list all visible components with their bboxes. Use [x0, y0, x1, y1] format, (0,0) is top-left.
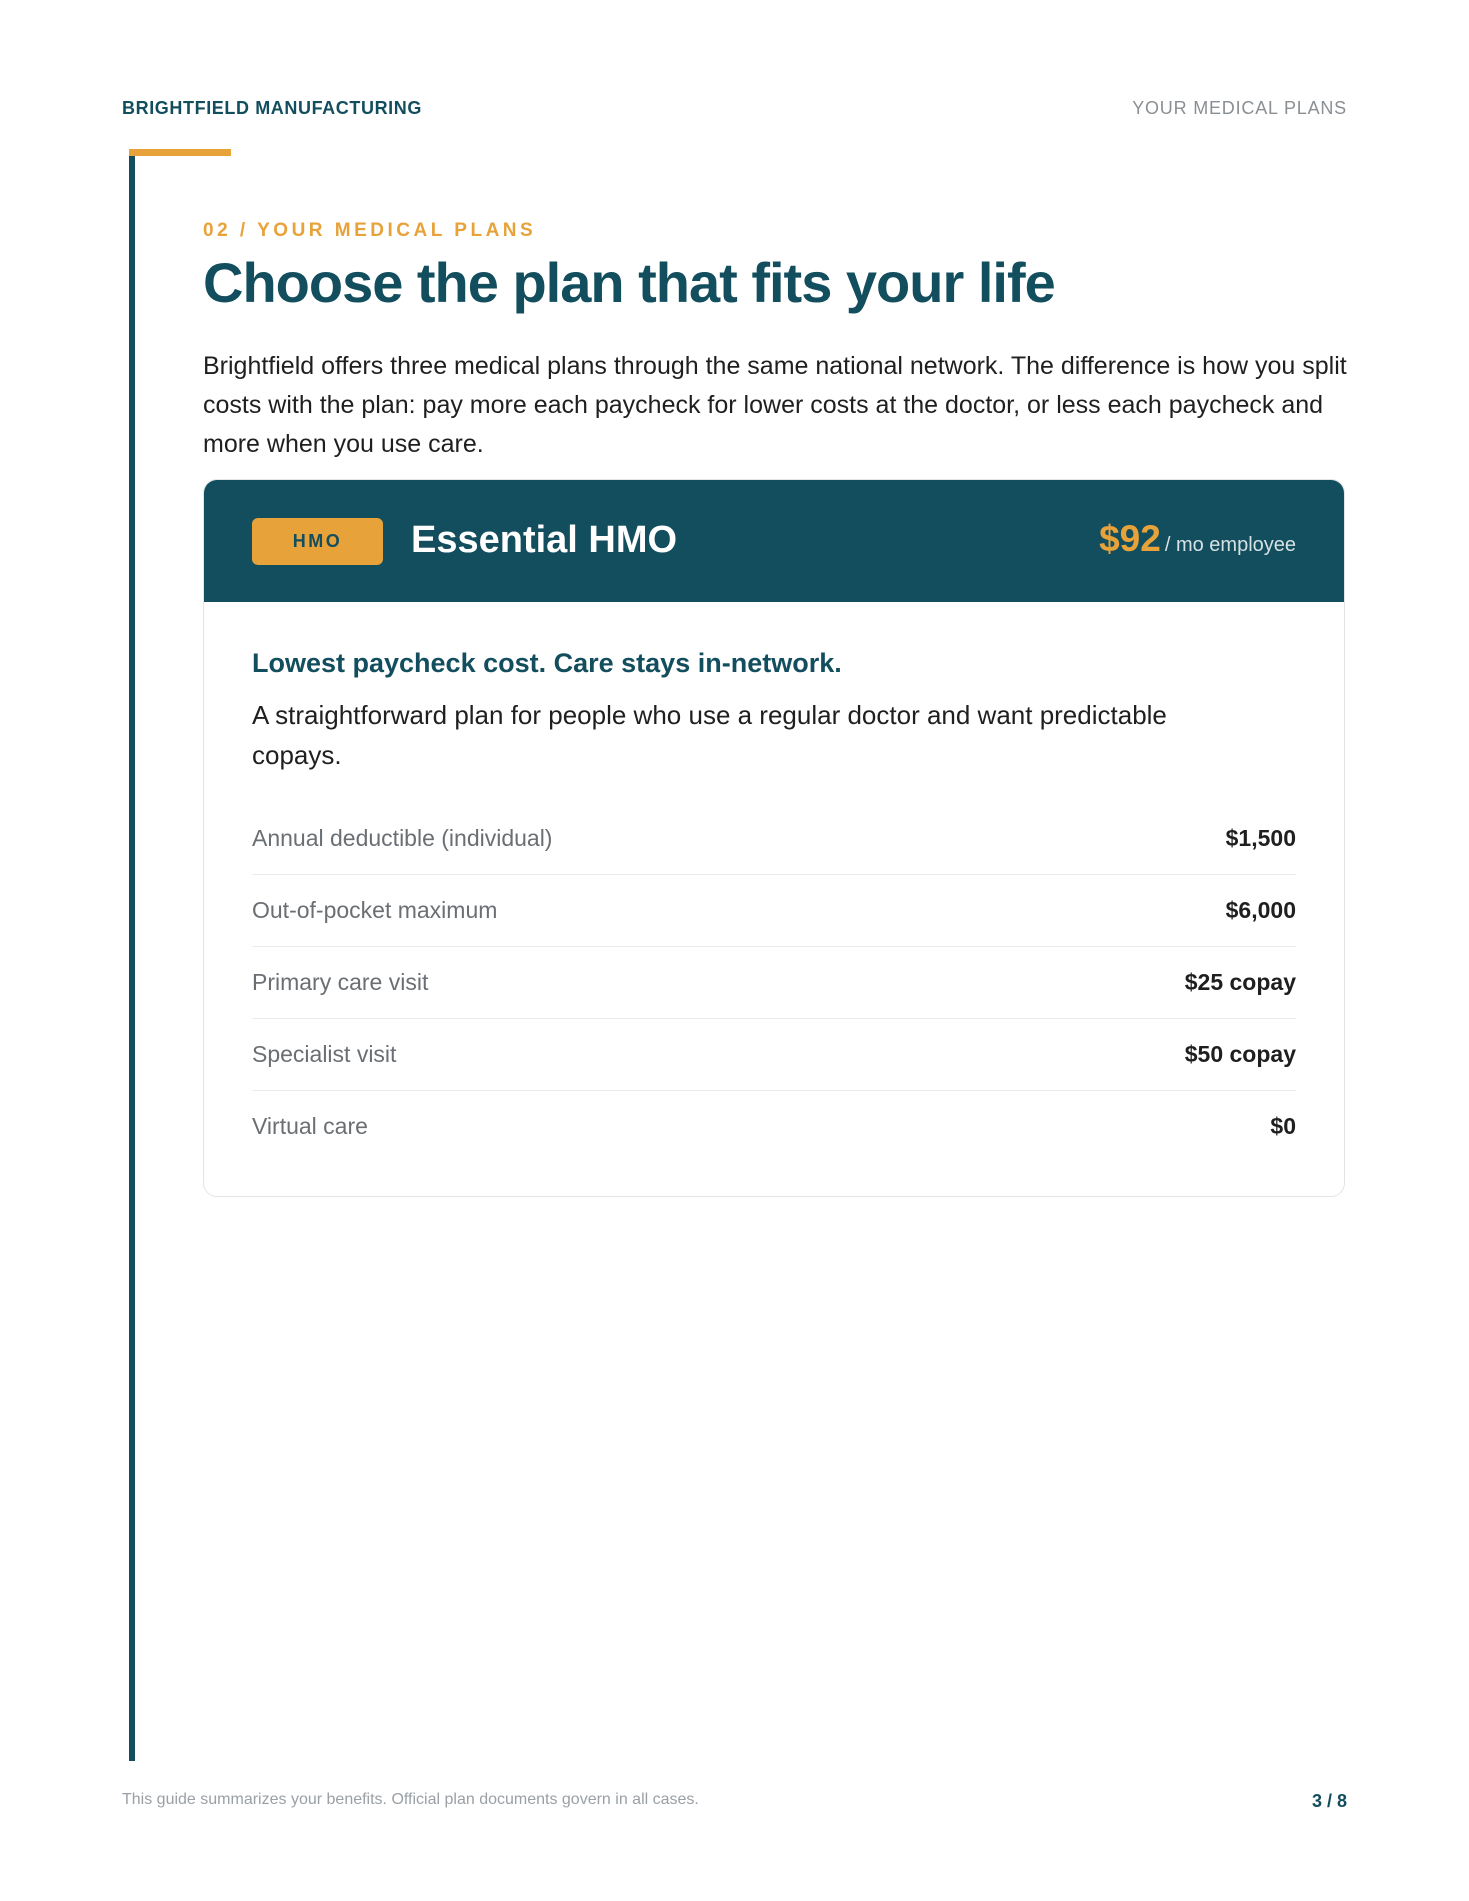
section-intro: [203, 220, 1345, 464]
page-title: Choose the plan that fits your life: [203, 251, 1055, 314]
page-number: 3 / 8: [1311, 1791, 1347, 1811]
plan-name: Essential HMO: [411, 519, 678, 561]
cost-row-specialist: [252, 1019, 1296, 1091]
intro-paragraph: Brightfield offers three medical plans through the same national network. The difference is how you split costs with the plan: pay more each paycheck for lower costs at the doctor, or less each paycheck and more when you use care.: [203, 351, 1347, 458]
cost-row-oop-max: [252, 875, 1296, 947]
cost-row-value: $50 copay: [1184, 1041, 1296, 1067]
cost-row-label: Primary care visit: [252, 969, 429, 995]
running-header-section: YOUR MEDICAL PLANS: [1132, 98, 1347, 118]
cost-row-value: $1,500: [1225, 825, 1296, 851]
cost-row-label: Specialist visit: [252, 1041, 397, 1067]
plan-card-header: [204, 480, 1344, 602]
cost-row-label: Out-of-pocket maximum: [252, 897, 498, 923]
plan-price: [1099, 518, 1296, 560]
plan-price-unit: / mo employee: [1164, 534, 1296, 556]
plan-card: [203, 479, 1345, 1197]
cost-row-value: $0: [1270, 1113, 1296, 1139]
rail-accent-bar: [129, 149, 231, 156]
cost-row-value: $6,000: [1225, 897, 1296, 923]
cost-row-label: Annual deductible (individual): [252, 825, 553, 851]
plan-price-amount: $92: [1099, 518, 1161, 559]
plan-type-badge: HMO: [252, 518, 383, 565]
cost-row-label: Virtual care: [252, 1113, 368, 1139]
footer-disclaimer: This guide summarizes your benefits. Official plan documents govern in all cases.: [122, 1791, 699, 1808]
section-eyebrow: 02 / YOUR MEDICAL PLANS: [203, 220, 537, 241]
cost-row-primary-care: [252, 947, 1296, 1019]
company-name: BRIGHTFIELD MANUFACTURING: [122, 98, 422, 118]
plan-tagline: Lowest paycheck cost. Care stays in-network.: [252, 648, 842, 678]
cost-row-value: $25 copay: [1184, 969, 1296, 995]
left-rail-divider: [129, 151, 135, 1761]
plan-card-body: [204, 602, 1344, 1162]
cost-row-virtual-care: [252, 1091, 1296, 1162]
cost-row-deductible: [252, 803, 1296, 875]
plan-cost-table: [252, 803, 1296, 1162]
plan-description: A straightforward plan for people who use a regular doctor and want predictable copays.: [252, 700, 1167, 770]
